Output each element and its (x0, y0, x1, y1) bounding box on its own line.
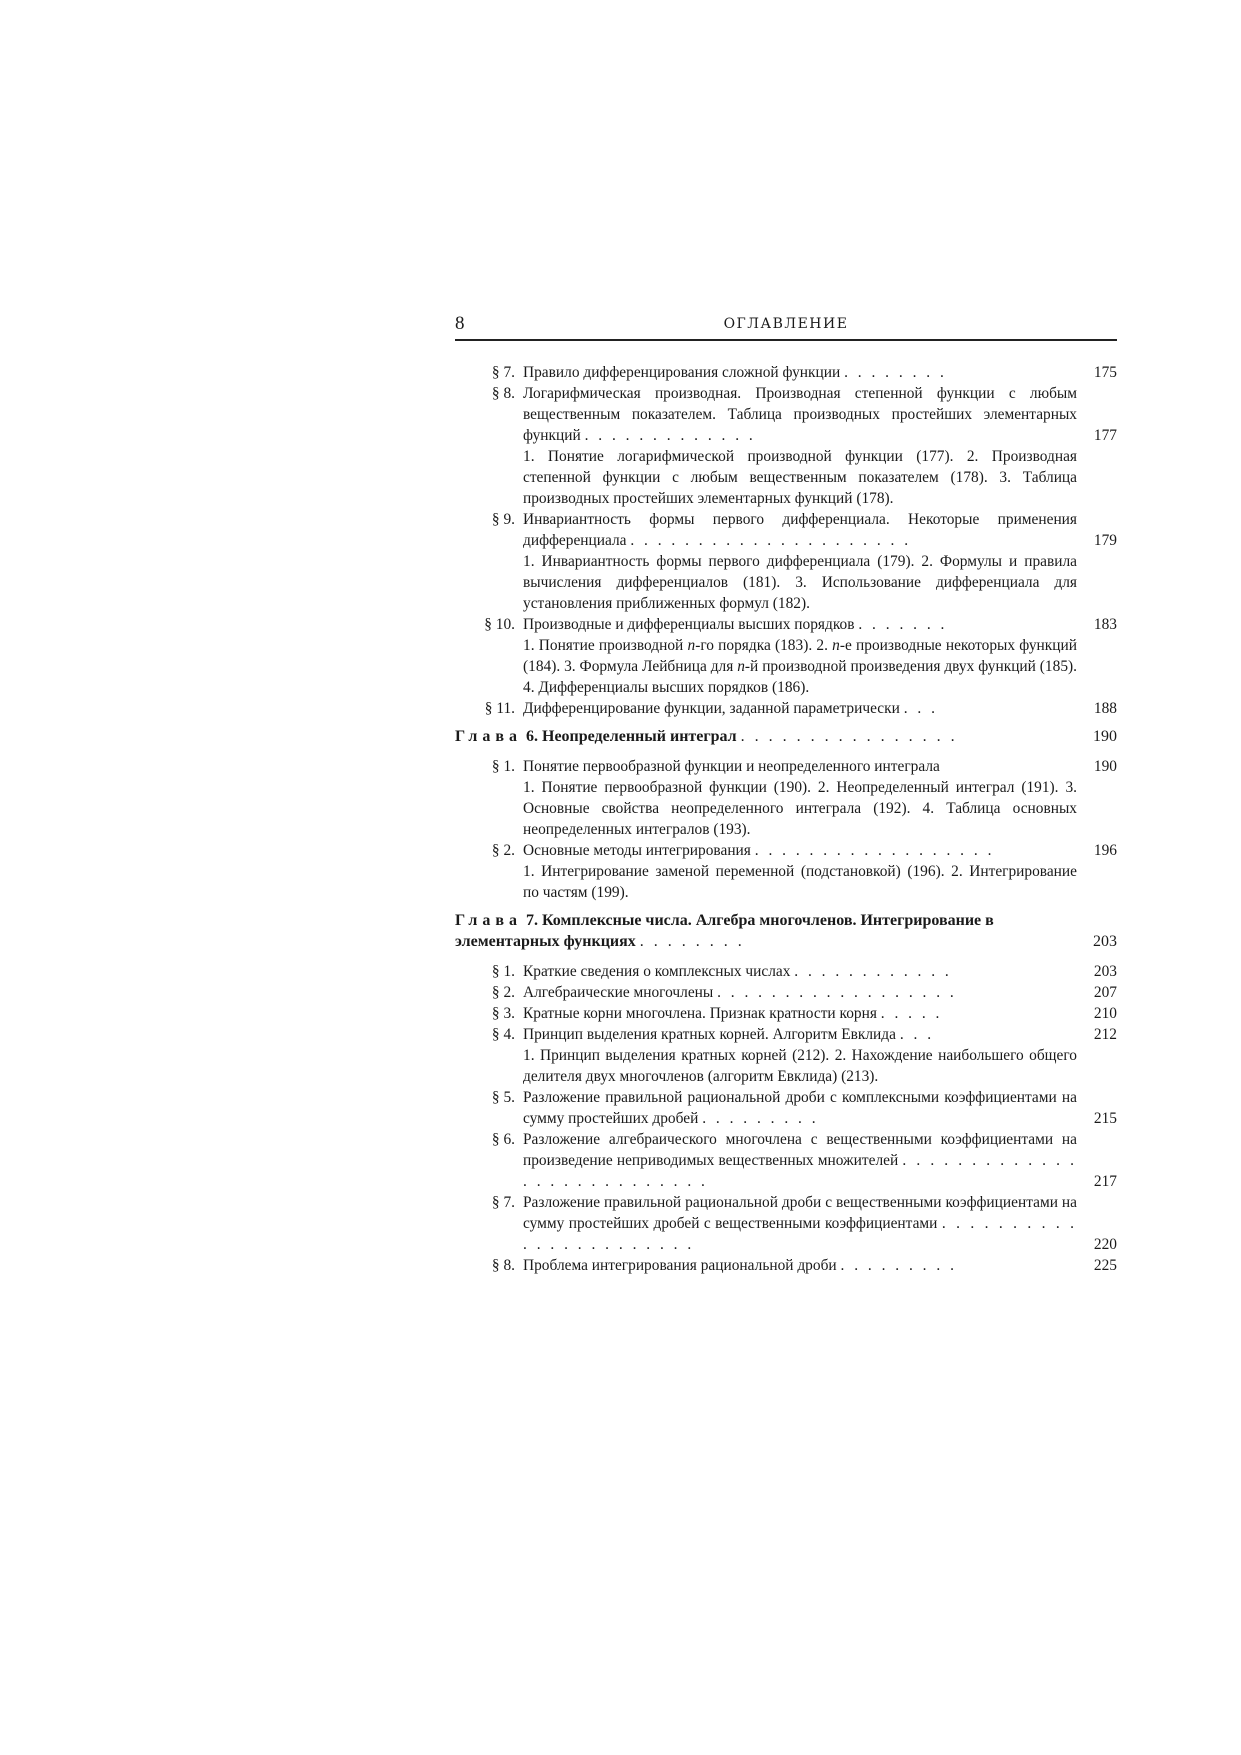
page-header (455, 313, 1117, 341)
toc-entry: § 7. Правило дифференцирования сложной функции . . . . . . . . 175 (455, 362, 1117, 383)
chapter-heading: Глава 7. Комплексные числа. Алгебра многочленов. Интегрирование в элементарных функциях . . . . . . . . 203 (455, 912, 1117, 950)
toc-entry-description (455, 777, 1117, 840)
toc-entry: § 8. Логарифмическая производная. Производная степенной функции с любым вещественным показателем. Таблица производных простейших элементарных функций . . . . . . . . . . . . . 177 (455, 383, 1117, 446)
section-number: § 9. (491, 511, 515, 528)
section-number: § 1. (491, 758, 515, 775)
page-ref: 203 (1093, 933, 1117, 950)
section-title: Проблема интегрирования рациональной дроби (523, 1257, 837, 1274)
section-description: 1. Интегрирование заменой переменной (подстановкой) (196). 2. Интегрирование по частям (199). (523, 863, 1077, 901)
section-description: 1. Понятие логарифмической производной функции (177). 2. Производная степенной функции с любым вещественным показателем (178). 3. Таблица производных простейших элементарных функций (178). (523, 448, 1077, 507)
toc-entry: § 1. Краткие сведения о комплексных числах . . . . . . . . . . . . 203 (455, 961, 1117, 982)
page-ref: 183 (1093, 616, 1117, 633)
chapter-heading: Глава 6. Неопределенный интеграл . . . . . . . . . . . . . . . . 190 (455, 728, 1117, 745)
page-ref: 225 (1093, 1257, 1117, 1274)
page-ref: 215 (1093, 1110, 1117, 1127)
chapter-label: Глава (455, 912, 522, 929)
toc-entry-description (455, 861, 1117, 903)
toc-entry: § 6. Разложение алгебраического многочлена с вещественными коэффициентами на произведение неприводимых вещественных множителей . . . . . . . . . . . . . . . . . . . . . . . . . . . 217 (455, 1129, 1117, 1192)
section-number: § 7. (491, 1194, 515, 1211)
toc-entry: § 8. Проблема интегрирования рациональной дроби . . . . . . . . . 225 (455, 1255, 1117, 1276)
page-ref: 212 (1093, 1026, 1117, 1043)
section-title: Кратные корни многочлена. Признак кратности корня (523, 1005, 877, 1022)
page-ref: 207 (1093, 984, 1117, 1001)
toc-entry (455, 756, 1117, 777)
section-number: § 10. (484, 616, 515, 633)
toc-entry: § 2. Алгебраические многочлены . . . . . . . . . . . . . . . . . . 207 (455, 982, 1117, 1003)
section-number: § 2. (491, 842, 515, 859)
table-of-contents (455, 362, 1117, 1276)
section-title: Инвариантность формы первого дифференциала. Некоторые применения дифференциала (523, 511, 1077, 549)
toc-entry: § 3. Кратные корни многочлена. Признак кратности корня . . . . . 210 (455, 1003, 1117, 1024)
section-number: § 5. (491, 1089, 515, 1106)
page-ref: 177 (1093, 427, 1117, 444)
section-title: Дифференцирование функции, заданной параметрически (523, 700, 900, 717)
section-title: Производные и дифференциалы высших порядков (523, 616, 855, 633)
toc-entry: § 10. Производные и дифференциалы высших порядков . . . . . . . 183 (455, 614, 1117, 635)
section-description: 1. Принцип выделения кратных корней (212). 2. Нахождение наибольшего общего делителя двух многочленов (алгоритм Евклида) (213). (523, 1047, 1077, 1085)
section-number: § 7. (491, 364, 515, 381)
section-number: § 3. (491, 1005, 515, 1022)
section-title: Принцип выделения кратных корней. Алгоритм Евклида (523, 1026, 896, 1043)
chapter-title: 6. Неопределенный интеграл (526, 728, 737, 745)
section-description: 1. Инвариантность формы первого дифференциала (179). 2. Формулы и правила вычисления дифференциалов (181). 3. Использование дифференциала для установления приближенных формул (182). (523, 553, 1077, 612)
section-title: Понятие первообразной функции и неопределенного интеграла (523, 758, 940, 775)
toc-entry: § 7. Разложение правильной рациональной дроби с вещественными коэффициентами на сумму простейших дробей с вещественными коэффициентами . . . . . . . . . . . . . . . . . . . . . . . 220 (455, 1192, 1117, 1255)
page-ref: 217 (1093, 1173, 1117, 1190)
page-ref: 175 (1093, 364, 1117, 381)
section-description: 1. Понятие производной n-го порядка (183). 2. n-е производные некоторых функций (184). 3. Формула Лейбница для n-й производной произведения двух функций (185). 4. Дифференциалы высших порядков (186). (523, 637, 1077, 696)
toc-entry: § 2. Основные методы интегрирования . . . . . . . . . . . . . . . . . . 196 (455, 840, 1117, 861)
toc-entry-description (455, 635, 1117, 698)
page-ref: 190 (1093, 728, 1117, 745)
toc-entry-description (455, 446, 1117, 509)
section-title: Разложение правильной рациональной дроби с комплексными коэффициентами на сумму простейших дробей (523, 1089, 1077, 1127)
section-number: § 4. (491, 1026, 515, 1043)
section-number: § 6. (491, 1131, 515, 1148)
section-title: Разложение правильной рациональной дроби с вещественными коэффициентами на сумму простейших дробей с вещественными коэффициентами (523, 1194, 1077, 1232)
page-ref: 196 (1093, 842, 1117, 859)
toc-entry: § 11. Дифференцирование функции, заданной параметрически . . . 188 (455, 698, 1117, 719)
section-title: Основные методы интегрирования (523, 842, 751, 859)
section-number: § 8. (491, 1257, 515, 1274)
section-number: § 1. (491, 963, 515, 980)
chapter-label: Глава (455, 728, 522, 745)
page-ref: 188 (1093, 700, 1117, 717)
page-ref: 203 (1093, 963, 1117, 980)
page-ref: 179 (1093, 532, 1117, 549)
page-ref: 220 (1093, 1236, 1117, 1253)
section-number: § 2. (491, 984, 515, 1001)
toc-entry: § 5. Разложение правильной рациональной дроби с комплексными коэффициентами на сумму простейших дробей . . . . . . . . . 215 (455, 1087, 1117, 1129)
section-description: 1. Понятие первообразной функции (190). 2. Неопределенный интеграл (191). 3. Основные свойства неопределенного интеграла (192). 4. Таблица основных неопределенных интегралов (193). (523, 779, 1077, 838)
chapter-title: 7. Комплексные числа. Алгебра многочленов. Интегрирование в элементарных функциях (455, 912, 994, 950)
toc-entry: § 4. Принцип выделения кратных корней. Алгоритм Евклида . . . 212 (455, 1024, 1117, 1045)
section-title: Разложение алгебраического многочлена с вещественными коэффициентами на произведение неприводимых вещественных множителей (523, 1131, 1077, 1169)
page-ref: 210 (1093, 1005, 1117, 1022)
section-title: Алгебраические многочлены (523, 984, 714, 1001)
toc-entry-description (455, 1045, 1117, 1087)
page-ref: 190 (1093, 758, 1117, 775)
toc-entry: § 9. Инвариантность формы первого дифференциала. Некоторые применения дифференциала . . . . . . . . . . . . . . . . . . . . . 179 (455, 509, 1117, 551)
toc-entry-description (455, 551, 1117, 614)
section-number: § 11. (484, 700, 515, 717)
section-title: Логарифмическая производная. Производная степенной функции с любым вещественным показателем. Таблица производных простейших элементарных функций (523, 385, 1077, 444)
running-title: ОГЛАВЛЕНИЕ (723, 316, 849, 332)
section-title: Краткие сведения о комплексных числах (523, 963, 791, 980)
section-number: § 8. (491, 385, 515, 402)
page-number: 8 (455, 313, 465, 334)
section-title: Правило дифференцирования сложной функции (523, 364, 841, 381)
